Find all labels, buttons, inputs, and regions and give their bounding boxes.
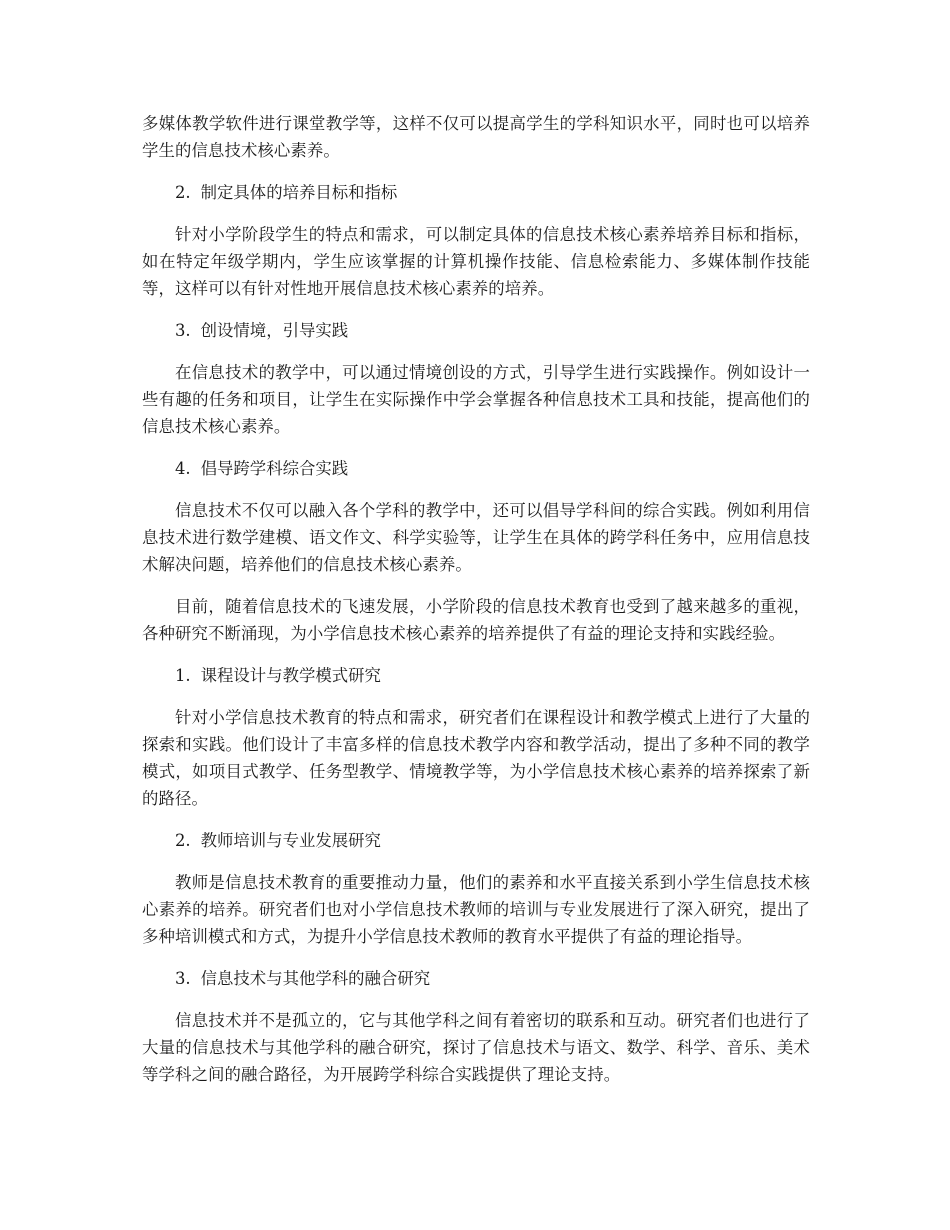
heading-number: 3.	[175, 321, 191, 340]
heading-text: 制定具体的培养目标和指标	[200, 183, 398, 202]
section-heading	[142, 827, 810, 854]
heading-number: 2.	[175, 183, 191, 202]
heading-number: 1.	[175, 666, 191, 685]
section-heading	[142, 662, 810, 689]
heading-number: 3.	[175, 969, 191, 988]
paragraph: 针对小学信息技术教育的特点和需求，研究者们在课程设计和教学模式上进行了大量的探索和实践。他们设计了丰富多样的信息技术教学内容和教学活动，提出了多种不同的教学模式，如项目式教学、任务型教学、情境教学等，为小学信息技术核心素养的培养探索了新的路径。	[142, 708, 810, 808]
paragraph: 多媒体教学软件进行课堂教学等，这样不仅可以提高学生的学科知识水平，同时也可以培养学生的信息技术核心素养。	[142, 114, 810, 160]
paragraph: 信息技术不仅可以融入各个学科的教学中，还可以倡导学科间的综合实践。例如利用信息技术进行数学建模、语文作文、科学实验等，让学生在具体的跨学科任务中，应用信息技术解决问题，培养他们的信息技术核心素养。	[142, 501, 810, 574]
heading-number: 4.	[175, 459, 191, 478]
heading-text: 课程设计与教学模式研究	[200, 666, 381, 685]
paragraph: 教师是信息技术教育的重要推动力量，他们的素养和水平直接关系到小学生信息技术核心素养的培养。研究者们也对小学信息技术教师的培训与专业发展进行了深入研究，提出了多种培训模式和方式，为提升小学信息技术教师的教育水平提供了有益的理论指导。	[142, 873, 810, 946]
section-heading	[142, 179, 810, 206]
heading-text: 教师培训与专业发展研究	[200, 831, 381, 850]
section-heading	[142, 455, 810, 482]
section-heading	[142, 317, 810, 344]
paragraph: 目前，随着信息技术的飞速发展，小学阶段的信息技术教育也受到了越来越多的重视，各种研究不断涌现，为小学信息技术核心素养的培养提供了有益的理论支持和实践经验。	[142, 597, 810, 643]
section-heading	[142, 965, 810, 992]
document-body	[142, 110, 810, 1103]
heading-text: 信息技术与其他学科的融合研究	[200, 969, 431, 988]
paragraph: 针对小学阶段学生的特点和需求，可以制定具体的信息技术核心素养培养目标和指标，如在特定年级学期内，学生应该掌握的计算机操作技能、信息检索能力、多媒体制作技能等，这样可以有针对性地开展信息技术核心素养的培养。	[142, 225, 810, 298]
paragraph: 信息技术并不是孤立的，它与其他学科之间有着密切的联系和互动。研究者们也进行了大量的信息技术与其他学科的融合研究，探讨了信息技术与语文、数学、科学、音乐、美术等学科之间的融合路径，为开展跨学科综合实践提供了理论支持。	[142, 1011, 810, 1084]
heading-text: 创设情境，引导实践	[200, 321, 349, 340]
heading-number: 2.	[175, 831, 191, 850]
paragraph: 在信息技术的教学中，可以通过情境创设的方式，引导学生进行实践操作。例如设计一些有趣的任务和项目，让学生在实际操作中学会掌握各种信息技术工具和技能，提高他们的信息技术核心素养。	[142, 363, 810, 436]
heading-text: 倡导跨学科综合实践	[200, 459, 349, 478]
